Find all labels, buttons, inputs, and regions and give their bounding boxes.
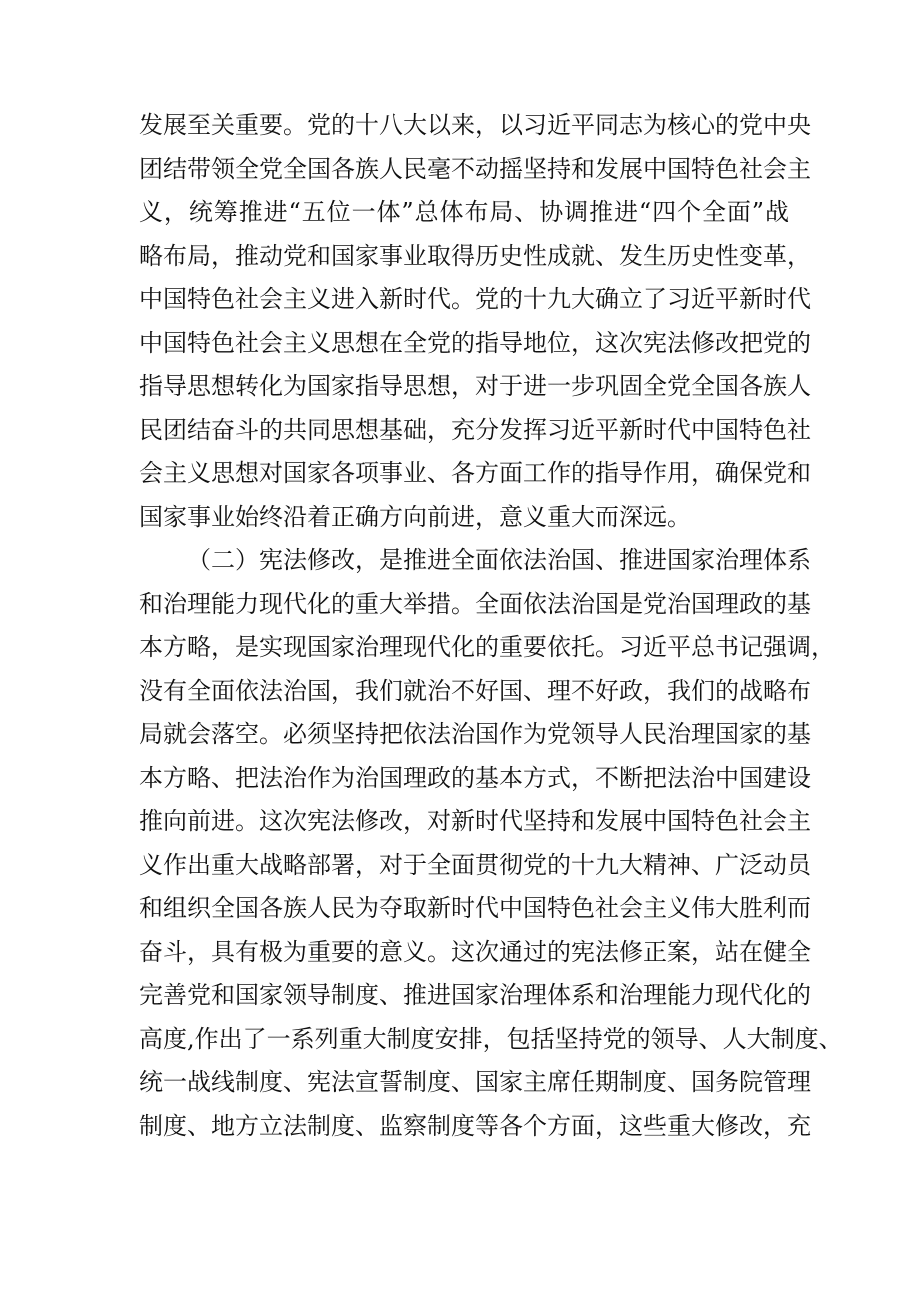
paragraph-2-line-3: 本方略，是实现国家治理现代化的重要依托。习近平总书记强调，: [139, 633, 835, 661]
paragraph-2-line-11: 完善党和国家领导制度、推进国家治理体系和治理能力现代化的: [139, 981, 811, 1009]
paragraph-1-line-9: 会主义思想对国家各项事业、各方面工作的指导作用，确保党和: [139, 459, 811, 487]
paragraph-1-line-2: 团结带领全党全国各族人民毫不动摇坚持和发展中国特色社会主: [139, 154, 811, 183]
paragraph-1-line-4: 略布局，推动党和国家事业取得历史性成就、发生历史性变革，: [139, 241, 811, 270]
paragraph-2-line-14: 制度、地方立法制度、监察制度等各个方面，这些重大修改，充: [139, 1111, 811, 1140]
paragraph-2-line-2: 和治理能力现代化的重大举措。全面依法治国是党治国理政的基: [139, 589, 811, 618]
paragraph-1-line-7: 指导思想转化为国家指导思想，对于进一步巩固全党全国各族人: [139, 372, 811, 400]
paragraph-2-line-5: 局就会落空。必须坚持把依法治国作为党领导人民治理国家的基: [139, 720, 811, 748]
body-text: [139, 104, 843, 1148]
paragraph-2-line-4: 没有全面依法治国，我们就治不好国、理不好政，我们的战略布: [139, 676, 811, 705]
paragraph-2-line-7: 推向前进。这次宪法修改，对新时代坚持和发展中国特色社会主: [139, 807, 811, 835]
paragraph-1-line-1: 发展至关重要。党的十八大以来，以习近平同志为核心的党中央: [139, 111, 811, 139]
paragraph-2-line-9: 和组织全国各族人民为夺取新时代中国特色社会主义伟大胜利而: [139, 894, 811, 922]
paragraph-2-line-13: 统一战线制度、宪法宣誓制度、国家主席任期制度、国务院管理: [139, 1068, 811, 1096]
paragraph-2-line-8: 义作出重大战略部署，对于全面贯彻党的十九大精神、广泛动员: [139, 850, 811, 879]
paragraph-1-line-3: 义，统筹推进“五位一体”总体布局、协调推进“四个全面”战: [139, 198, 789, 226]
paragraph-1-line-6: 中国特色社会主义思想在全党的指导地位，这次宪法修改把党的: [139, 328, 811, 357]
paragraph-2-line-12: 高度,作出了一系列重大制度安排，包括坚持党的领导、人大制度、: [139, 1024, 843, 1053]
paragraph-1-line-10: 国家事业始终沿着正确方向前进，意义重大而深远。: [139, 502, 691, 531]
paragraph-1-line-8: 民团结奋斗的共同思想基础，充分发挥习近平新时代中国特色社: [139, 415, 811, 444]
paragraph-2-line-6: 本方略、把法治作为治国理政的基本方式，不断把法治中国建设: [139, 763, 811, 792]
paragraph-2-line-1: （二）宪法修改，是推进全面依法治国、推进国家治理体系: [187, 546, 811, 574]
paragraph-2-line-10: 奋斗，具有极为重要的意义。这次通过的宪法修正案，站在健全: [139, 937, 811, 966]
paragraph-1-line-5: 中国特色社会主义进入新时代。党的十九大确立了习近平新时代: [139, 285, 811, 313]
